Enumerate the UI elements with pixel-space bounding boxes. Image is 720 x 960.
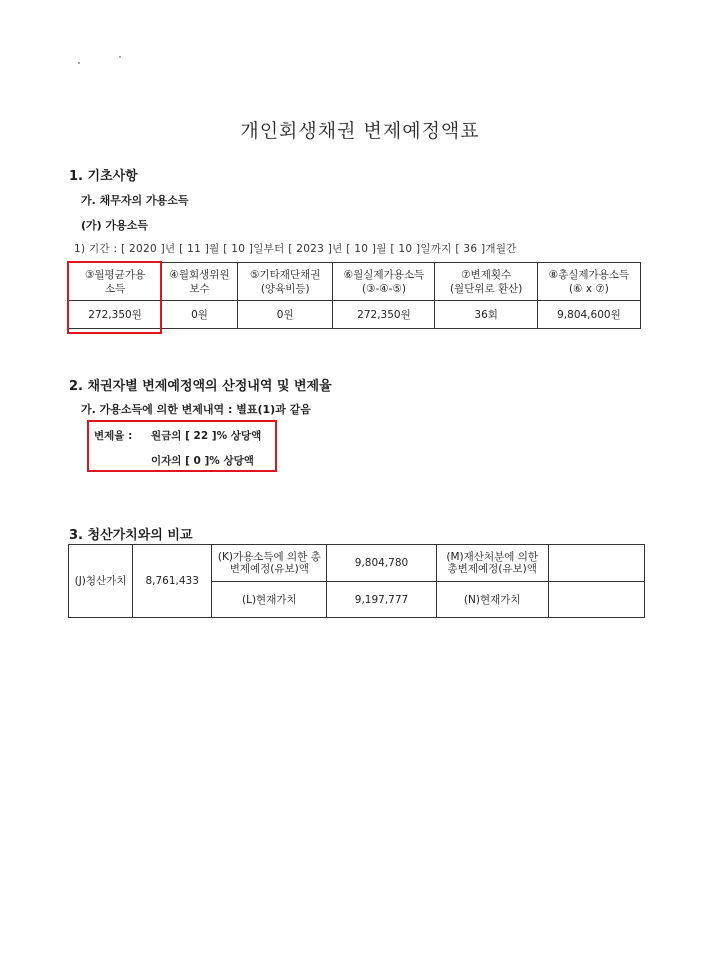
liquidation-table bbox=[68, 544, 645, 618]
header-commissioner-fee: ④월회생위원 보수 bbox=[162, 263, 238, 301]
n-value bbox=[548, 582, 644, 618]
header-total-income: ⑧총실제가용소득 (⑥ x ⑦) bbox=[537, 263, 640, 301]
m-value bbox=[548, 545, 644, 582]
scan-speck bbox=[78, 62, 80, 64]
section1-heading: 1. 기초사항 bbox=[69, 169, 138, 184]
principal-rate: 원금의 [ 22 ]% 상당액 bbox=[151, 430, 262, 442]
liquidation-value: 8,761,433 bbox=[133, 545, 212, 618]
value-commissioner-fee: 0원 bbox=[162, 301, 238, 329]
value-repayment-count: 36회 bbox=[435, 301, 537, 329]
section2-sub-a: 가. 가용소득에 의한 변제내역 : 별표(1)과 같음 bbox=[81, 403, 311, 416]
section1-sub-a1: (가) 가용소득 bbox=[81, 219, 149, 232]
section1-sub-a: 가. 채무자의 가용소득 bbox=[81, 194, 189, 207]
liquidation-value-label: (J)청산가치 bbox=[69, 545, 133, 618]
header-repayment-count: ⑦변제횟수 (월단위로 환산) bbox=[435, 263, 537, 301]
l-value: 9,197,777 bbox=[327, 582, 436, 618]
header-actual-income: ⑥월실제가용소득 (③-④-⑤) bbox=[333, 263, 435, 301]
n-label: (N)현재가치 bbox=[436, 582, 548, 618]
value-monthly-income: 272,350원 bbox=[69, 301, 162, 329]
period-line: 1) 기간 : [ 2020 ]년 [ 11 ]월 [ 10 ]일부터 [ 2023 ]년 [ 10 ]월 [ 10 ]일까지 [ 36 ]개월간 bbox=[74, 243, 517, 255]
document-title: 개인회생채권 변제예정액표 bbox=[240, 120, 480, 142]
header-monthly-income: ③월평균가용 소득 bbox=[69, 263, 162, 301]
k-value: 9,804,780 bbox=[327, 545, 436, 582]
scan-speck bbox=[119, 56, 121, 58]
interest-rate: 이자의 [ 0 ]% 상당액 bbox=[151, 455, 254, 467]
header-other-claims: ⑤기타재단채권 (양육비등) bbox=[237, 263, 333, 301]
value-total-income: 9,804,600원 bbox=[537, 301, 640, 329]
k-label: (K)가용소득에 의한 총 변제예정(유보)액 bbox=[212, 545, 327, 582]
m-label: (M)재산처분에 의한 총변제예정(유보)액 bbox=[436, 545, 548, 582]
rate-label: 변제율 : bbox=[94, 430, 133, 442]
section3-heading: 3. 청산가치와의 비교 bbox=[69, 528, 193, 543]
highlight-repayment-rate bbox=[87, 420, 277, 472]
section2-heading: 2. 채권자별 변제예정액의 산정내역 및 변제율 bbox=[69, 379, 332, 394]
highlight-monthly-income bbox=[67, 261, 162, 334]
value-other-claims: 0원 bbox=[237, 301, 333, 329]
l-label: (L)현재가치 bbox=[212, 582, 327, 618]
value-actual-income: 272,350원 bbox=[333, 301, 435, 329]
